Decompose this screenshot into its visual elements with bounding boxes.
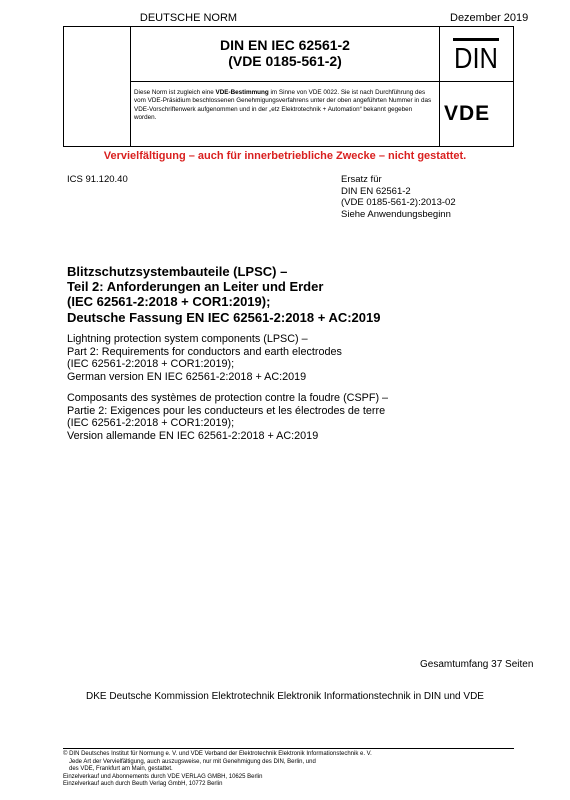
replaces-line: Ersatz für (341, 174, 382, 185)
title-french (67, 392, 388, 442)
document-type-label: DEUTSCHE NORM (139, 12, 238, 24)
title-en-line: Lightning protection system components (LPSC) – (67, 333, 308, 345)
header-divider-right (439, 27, 440, 146)
footer-divider (63, 748, 514, 749)
standard-number-line1: DIN EN IEC 62561-2 (220, 37, 350, 53)
title-german (67, 264, 380, 325)
title-fr-line: Composants des systèmes de protection contre la foudre (CSPF) – (67, 392, 389, 404)
title-de-line: (IEC 62561-2:2018 + COR1:2019); (67, 294, 271, 310)
title-de-line: Deutsche Fassung EN IEC 62561-2:2018 + AC:2019 (67, 309, 381, 325)
footer-copyright (63, 751, 514, 789)
replaces-line: DIN EN 62561-2 (341, 185, 411, 197)
footer-line: des VDE, Frankfurt am Main, gestattet. (69, 766, 173, 773)
total-pages: Gesamtumfang 37 Seiten (420, 659, 534, 670)
replaces-line: Siehe Anwendungsbeginn (341, 208, 451, 220)
footer-line: Einzelverkauf auch durch Beuth Verlag GmbH, 10772 Berlin (63, 781, 223, 788)
title-fr-line: (IEC 62561-2:2018 + COR1:2019); (67, 417, 235, 430)
title-en-line: German version EN IEC 62561-2:2018 + AC:2019 (67, 370, 307, 383)
vde-logo: VDE (444, 102, 491, 125)
copy-prohibition-notice: Vervielfältigung – auch für innerbetriebliche Zwecke – nicht gestattet. (103, 150, 467, 162)
footer-line: © DIN Deutsches Institut für Normung e. V. und VDE Verband der Elektrotechnik Elektronik Informationstechnik e. V. (63, 751, 372, 757)
title-fr-line: Partie 2: Exigences pour les conducteurs et les électrodes de terre (67, 404, 386, 417)
title-de-line: Teil 2: Anforderungen an Leiter und Erder (67, 279, 324, 295)
title-en-line: (IEC 62561-2:2018 + COR1:2019); (67, 358, 235, 371)
header-box (63, 26, 514, 147)
vde-note-text-2: im Sinne von VDE 0022. Sie ist nach Durchführung des vom VDE-Präsidium beschlossenen Genehmigungsverfahrens unter der oben angeführten Nummer in das VDE-Vorschriftenwerk aufgenommen und in der „etz Elektrotechnik + Automation“ bekannt gegeben worden. (134, 89, 432, 122)
title-en-line: Part 2: Requirements for conductors and earth electrodes (67, 345, 342, 358)
title-de-line: Blitzschutzsystembauteile (LPSC) – (67, 264, 288, 279)
title-english (67, 333, 342, 383)
vde-note-bold: VDE-Bestimmung (215, 89, 269, 96)
replaces-line: (VDE 0185-561-2):2013-02 (341, 197, 456, 208)
vde-regulation-note (134, 89, 434, 123)
standard-number-line2: (VDE 0185-561-2) (228, 53, 342, 69)
din-logo (451, 37, 501, 73)
ics-code: ICS 91.120.40 (67, 174, 128, 185)
din-logo-text: DIN (454, 43, 498, 73)
title-fr-line: Version allemande EN IEC 62561-2:2018 + AC:2019 (67, 429, 319, 442)
footer-line: Einzelverkauf und Abonnements durch VDE VERLAG GMBH, 10625 Berlin (63, 773, 263, 780)
vde-note-text-1: Diese Norm ist zugleich eine (134, 89, 216, 96)
standard-number (131, 37, 439, 69)
replaces-block (341, 174, 456, 220)
publication-date: Dezember 2019 (450, 12, 529, 24)
header-divider-horizontal (131, 81, 513, 82)
dke-line: DKE Deutsche Kommission Elektrotechnik Elektronik Informationstechnik in DIN und VDE (86, 691, 484, 702)
footer-line: Jede Art der Vervielfältigung, auch auszugsweise, nur mit Genehmigung des DIN, Berlin, und (69, 758, 316, 765)
